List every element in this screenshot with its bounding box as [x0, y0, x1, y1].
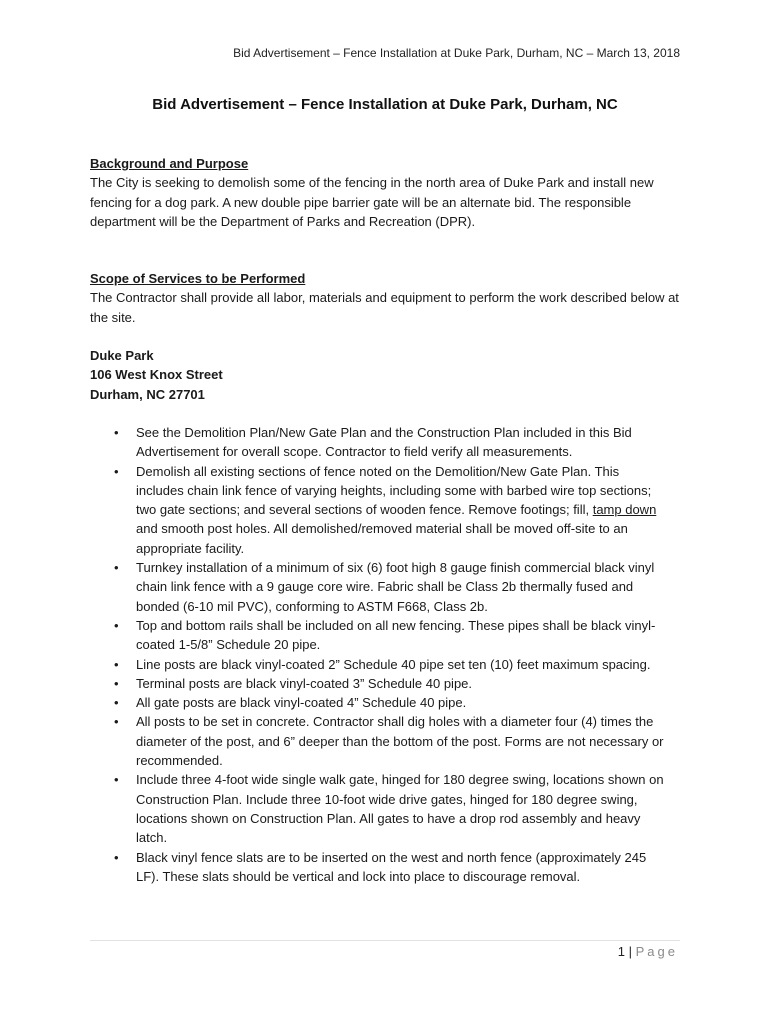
list-item	[90, 462, 680, 558]
bullet-icon: •	[114, 849, 119, 865]
list-item	[90, 558, 680, 616]
list-item-text: All posts to be set in concrete. Contractor shall dig holes with a diameter four (4) times the diameter of the post, and 6” deeper than the bottom of the post. Forms are not necessary or recommended.	[136, 714, 664, 769]
list-item	[90, 848, 680, 887]
background-heading: Background and Purpose	[90, 156, 249, 171]
page-word: Page	[635, 944, 678, 959]
underlined-term: tamp down	[592, 502, 657, 518]
section-spacer	[90, 327, 680, 346]
bullet-icon: •	[114, 714, 119, 730]
list-item	[90, 693, 680, 712]
bullet-icon: •	[114, 617, 119, 633]
document-body	[90, 154, 680, 886]
list-item-text: All gate posts are black vinyl-coated 4” Schedule 40 pipe.	[136, 695, 467, 711]
site-street: 106 West Knox Street	[90, 367, 223, 383]
page-footer	[618, 944, 678, 959]
list-item	[90, 423, 680, 462]
list-item-text: Line posts are black vinyl-coated 2” Schedule 40 pipe set ten (10) feet maximum spacing.	[136, 656, 651, 672]
bullet-icon: •	[114, 772, 119, 788]
site-city: Durham, NC 27701	[90, 386, 205, 402]
section-spacer	[90, 404, 680, 423]
list-item-text: Terminal posts are black vinyl-coated 3” Schedule 40 pipe.	[136, 675, 473, 691]
scope-bullet-list	[90, 423, 680, 886]
document-title: Bid Advertisement – Fence Installation at Duke Park, Durham, NC	[152, 96, 618, 113]
bullet-icon: •	[114, 560, 119, 576]
list-item-text: Top and bottom rails shall be included on all new fencing. These pipes shall be black vinyl-coated 1-5/8” Schedule 20 pipe.	[136, 617, 656, 653]
page-separator: |	[628, 944, 632, 959]
running-header: Bid Advertisement – Fence Installation at Duke Park, Durham, NC – March 13, 2018	[233, 46, 680, 60]
list-item	[90, 712, 680, 770]
list-item	[90, 770, 680, 847]
scope-heading: Scope of Services to be Performed	[90, 271, 306, 287]
bullet-icon: •	[114, 656, 119, 672]
footer-divider	[90, 940, 680, 941]
scope-paragraph: The Contractor shall provide all labor, materials and equipment to perform the work described below at the site.	[90, 290, 679, 325]
bullet-icon: •	[114, 424, 119, 440]
list-item	[90, 655, 680, 674]
section-spacer	[90, 231, 680, 269]
list-item-text: See the Demolition Plan/New Gate Plan and the Construction Plan included in this Bid Advertisement for overall scope. Contractor to field verify all measurements.	[136, 424, 632, 460]
list-item	[90, 674, 680, 693]
bullet-icon: •	[114, 695, 119, 711]
list-item-text-part: and smooth post holes. All demolished/removed material shall be moved off-site to an appropriate facility.	[136, 521, 628, 556]
bullet-icon: •	[114, 675, 119, 691]
site-name: Duke Park	[90, 348, 154, 364]
bullet-icon: •	[114, 463, 119, 479]
list-item-text	[136, 464, 656, 556]
list-item	[90, 616, 680, 655]
background-paragraph: The City is seeking to demolish some of the fencing in the north area of Duke Park and install new fencing for a dog park. A new double pipe barrier gate will be an alternate bid. The responsible department will be the Department of Parks and Recreation (DPR).	[90, 175, 654, 229]
list-item-text-part: Demolish all existing sections of fence noted on the Demolition/New Gate Plan. This includes chain link fence of varying heights, including some with barbed wire top sections; two gate sections; and several sections of wooden fence. Remove footings; fill,	[136, 463, 652, 518]
list-item-text: Turnkey installation of a minimum of six (6) foot high 8 gauge finish commercial black vinyl chain link fence with a 9 gauge core wire. Fabric shall be Class 2b thermally fused and bonded (6-10 mil PVC), conforming to ASTM F668, Class 2b.	[136, 560, 655, 614]
list-item-text: Include three 4-foot wide single walk gate, hinged for 180 degree swing, locations shown on Construction Plan. Include three 10-foot wide drive gates, hinged for 180 degree swing, locations shown on Construction Plan. All gates to have a drop rod assembly and heavy latch.	[136, 772, 664, 846]
page-number: 1	[617, 944, 625, 959]
list-item-text: Black vinyl fence slats are to be inserted on the west and north fence (approximately 245 LF). These slats should be vertical and lock into place to discourage removal.	[136, 849, 647, 884]
